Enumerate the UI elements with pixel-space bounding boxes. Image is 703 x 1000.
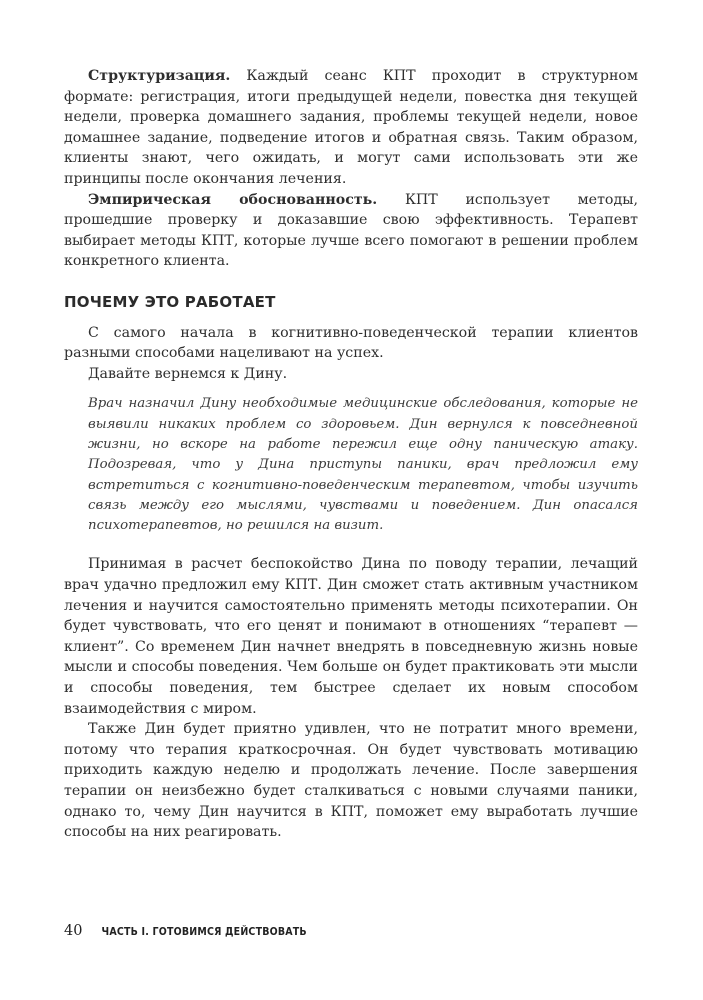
section-gap xyxy=(64,272,638,292)
term-structuring: Структуризация. xyxy=(88,68,231,84)
paragraph-intro: С самого начала в когнитивно-поведенческой терапии клиентов разными способами нацеливают на успех. xyxy=(64,324,638,362)
section-heading: ПОЧЕМУ ЭТО РАБОТАЕТ xyxy=(64,292,276,311)
case-quote-text: Врач назначил Дину необходимые медицинские обследования, которые не выявили никаких проблем со здоровьем. Дин вернулся к повседневной жизни, но вскоре на работе пережил еще одну паническую атаку. Подозревая, что у Дина приступы паники, врач предложил ему встретиться с когнитивно-поведенческим терапевтом, чтобы изучить связь между его мыслями, чувствами и поведением. Дин опасался психотерапевтов, но решился на визит. xyxy=(88,396,638,534)
paragraph-outcome: Также Дин будет приятно удивлен, что не потратит много времени, потому что терапия краткосрочная. Он будет чувствовать мотивацию приходить каждую неделю и продолжать лечение. После завершения терапии он неизбежно будет сталкиваться с новыми случаями паники, однако то, чему Дин научится в КПТ, поможет ему выработать лучшие способы на них реагировать. xyxy=(64,721,638,841)
running-head: ЧАСТЬ I. ГОТОВИМСЯ ДЕЙСТВОВАТЬ xyxy=(101,926,307,938)
paragraph-dean: Давайте вернемся к Дину. xyxy=(88,365,288,382)
paragraph-treatment: Принимая в расчет беспокойство Дина по поводу терапии, лечащий врач удачно предложил ему КПТ. Дин сможет стать активным участником лечения и научится самостоятельно применять методы психотерапии. Он будет чувствовать, что его ценят и понимают в отношениях “терапевт — клиент”. Со временем Дин начнет внедрять в повседневную жизнь новые мысли и способы поведения. Чем больше он будет практиковать эти мысли и способы поведения, тем быстрее сделает их новым способом взаимодействия с миром. xyxy=(64,556,638,717)
paragraph-structuring-text: Каждый сеанс КПТ проходит в структурном формате: регистрация, итоги предыдущей недели, повестка дня текущей недели, проверка домашнего задания, проблемы текущей недели, новое домашнее задание, подведение итогов и обратная связь. Таким образом, клиенты знают, чего ожидать, и могут сами использовать эти же принципы после окончания лечения. xyxy=(64,68,638,187)
case-quote xyxy=(88,394,638,536)
term-empirical: Эмпирическая обоснованность. xyxy=(88,191,378,208)
paragraph-empirical xyxy=(64,190,638,272)
main-text xyxy=(64,66,638,843)
paragraph-structuring xyxy=(64,66,638,190)
page-footer xyxy=(64,920,307,940)
page-number: 40 xyxy=(64,923,83,939)
paragraph-empirical-text: КПТ использует методы, прошедшие проверку и доказавшие свою эффективность. Терапевт выбирает методы КПТ, которые лучше всего помогают в решении проблем конкретного клиента. xyxy=(64,191,639,270)
